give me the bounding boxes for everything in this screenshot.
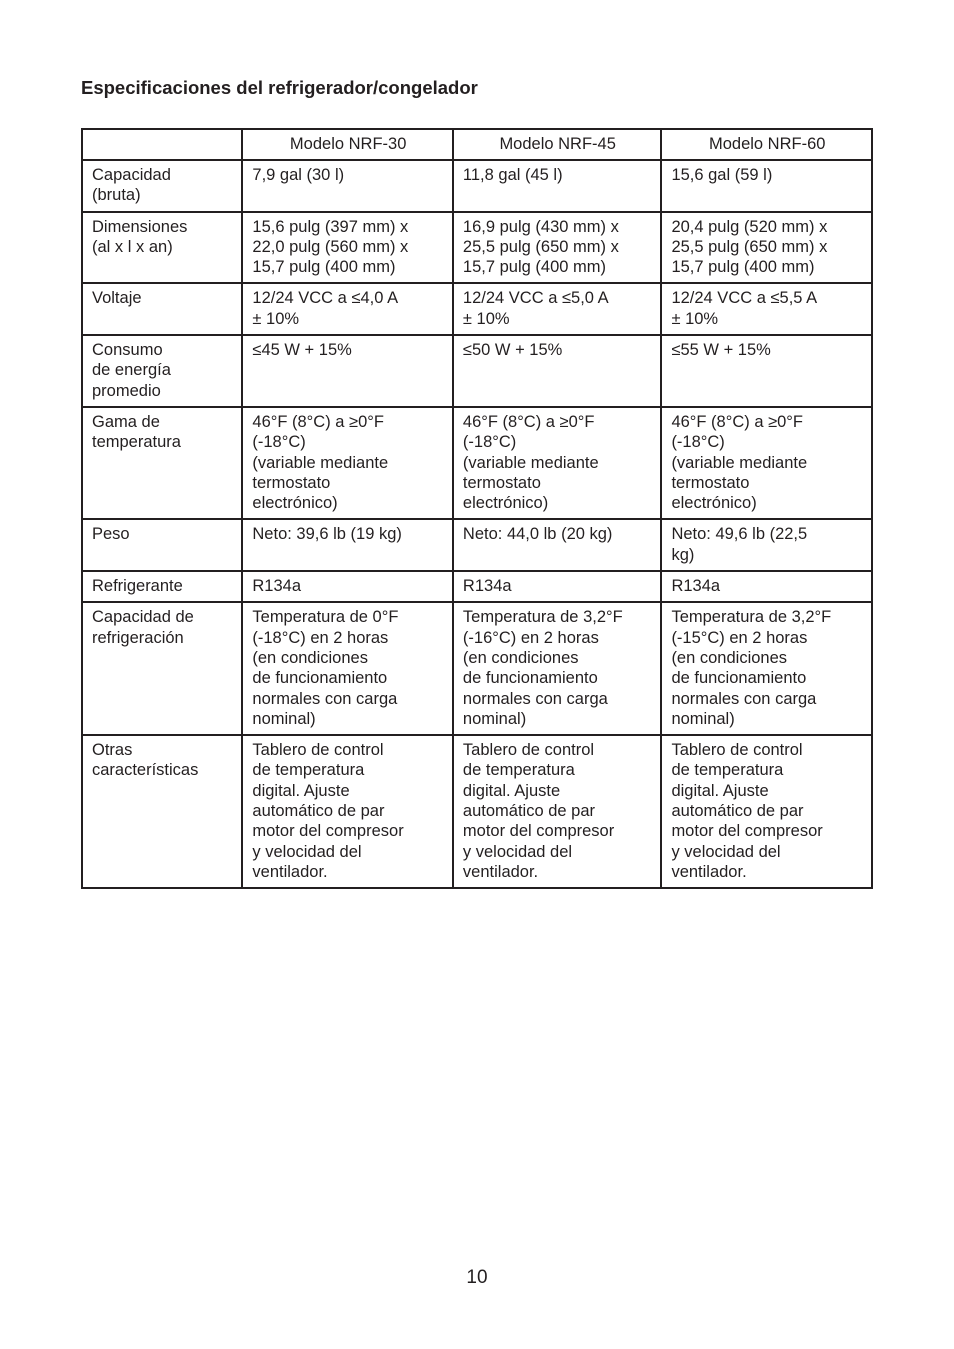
table-cell: 15,6 gal (59 l) <box>661 160 872 212</box>
table-cell: 16,9 pulg (430 mm) x 25,5 pulg (650 mm) x 15,7 pulg (400 mm) <box>453 212 662 284</box>
table-cell: 12/24 VCC a ≤5,0 A ± 10% <box>453 283 662 335</box>
row-label: Capacidad de refrigeración <box>82 602 242 735</box>
table-cell: Neto: 44,0 lb (20 kg) <box>453 519 662 571</box>
row-label: Otras características <box>82 735 242 888</box>
table-row-dimensions <box>82 212 872 284</box>
row-label: Consumo de energía promedio <box>82 335 242 407</box>
row-label: Peso <box>82 519 242 571</box>
table-cell: Temperatura de 3,2°F (-16°C) en 2 horas (en condiciones de funcionamiento normales con carga nominal) <box>453 602 662 735</box>
table-header <box>82 129 872 160</box>
table-cell: 46°F (8°C) a ≥0°F (-18°C) (variable mediante termostato electrónico) <box>453 407 662 519</box>
table-cell: 46°F (8°C) a ≥0°F (-18°C) (variable mediante termostato electrónico) <box>242 407 453 519</box>
table-row-temperature-range <box>82 407 872 519</box>
table-cell: Tablero de control de temperatura digital. Ajuste automático de par motor del compresor y velocidad del ventilador. <box>453 735 662 888</box>
table-cell: 7,9 gal (30 l) <box>242 160 453 212</box>
table-cell: 20,4 pulg (520 mm) x 25,5 pulg (650 mm) x 15,7 pulg (400 mm) <box>661 212 872 284</box>
table-row-capacity <box>82 160 872 212</box>
table-cell: R134a <box>453 571 662 602</box>
table-cell: 11,8 gal (45 l) <box>453 160 662 212</box>
table-cell: Neto: 49,6 lb (22,5 kg) <box>661 519 872 571</box>
table-row-refrigerant <box>82 571 872 602</box>
table-cell: ≤55 W + 15% <box>661 335 872 407</box>
page-number: 10 <box>466 1267 488 1288</box>
header-cell-corner <box>82 129 242 160</box>
row-label: Capacidad (bruta) <box>82 160 242 212</box>
header-cell-model-nrf-30: Modelo NRF-30 <box>242 129 453 160</box>
table-cell: ≤50 W + 15% <box>453 335 662 407</box>
header-row <box>82 129 872 160</box>
table-cell: Temperatura de 0°F (-18°C) en 2 horas (en condiciones de funcionamiento normales con carga nominal) <box>242 602 453 735</box>
table-cell: 12/24 VCC a ≤4,0 A ± 10% <box>242 283 453 335</box>
table-row-cooling-capacity <box>82 602 872 735</box>
header-cell-model-nrf-45: Modelo NRF-45 <box>453 129 662 160</box>
header-cell-model-nrf-60: Modelo NRF-60 <box>661 129 872 160</box>
row-label: Voltaje <box>82 283 242 335</box>
table-cell: 46°F (8°C) a ≥0°F (-18°C) (variable mediante termostato electrónico) <box>661 407 872 519</box>
table-cell: Neto: 39,6 lb (19 kg) <box>242 519 453 571</box>
table-cell: ≤45 W + 15% <box>242 335 453 407</box>
table-row-voltage <box>82 283 872 335</box>
table-cell: R134a <box>661 571 872 602</box>
specifications-table <box>81 128 873 889</box>
table-row-power-consumption <box>82 335 872 407</box>
table-body <box>82 160 872 888</box>
table-cell: Temperatura de 3,2°F (-15°C) en 2 horas (en condiciones de funcionamiento normales con carga nominal) <box>661 602 872 735</box>
row-label: Refrigerante <box>82 571 242 602</box>
table-cell: 15,6 pulg (397 mm) x 22,0 pulg (560 mm) x 15,7 pulg (400 mm) <box>242 212 453 284</box>
page-title: Especificaciones del refrigerador/congelador <box>81 77 478 98</box>
table-row-other-features <box>82 735 872 888</box>
table-cell: R134a <box>242 571 453 602</box>
table-cell: Tablero de control de temperatura digital. Ajuste automático de par motor del compresor y velocidad del ventilador. <box>242 735 453 888</box>
row-label: Gama de temperatura <box>82 407 242 519</box>
row-label: Dimensiones (al x l x an) <box>82 212 242 284</box>
table-row-weight <box>82 519 872 571</box>
table-cell: Tablero de control de temperatura digital. Ajuste automático de par motor del compresor y velocidad del ventilador. <box>661 735 872 888</box>
table-cell: 12/24 VCC a ≤5,5 A ± 10% <box>661 283 872 335</box>
